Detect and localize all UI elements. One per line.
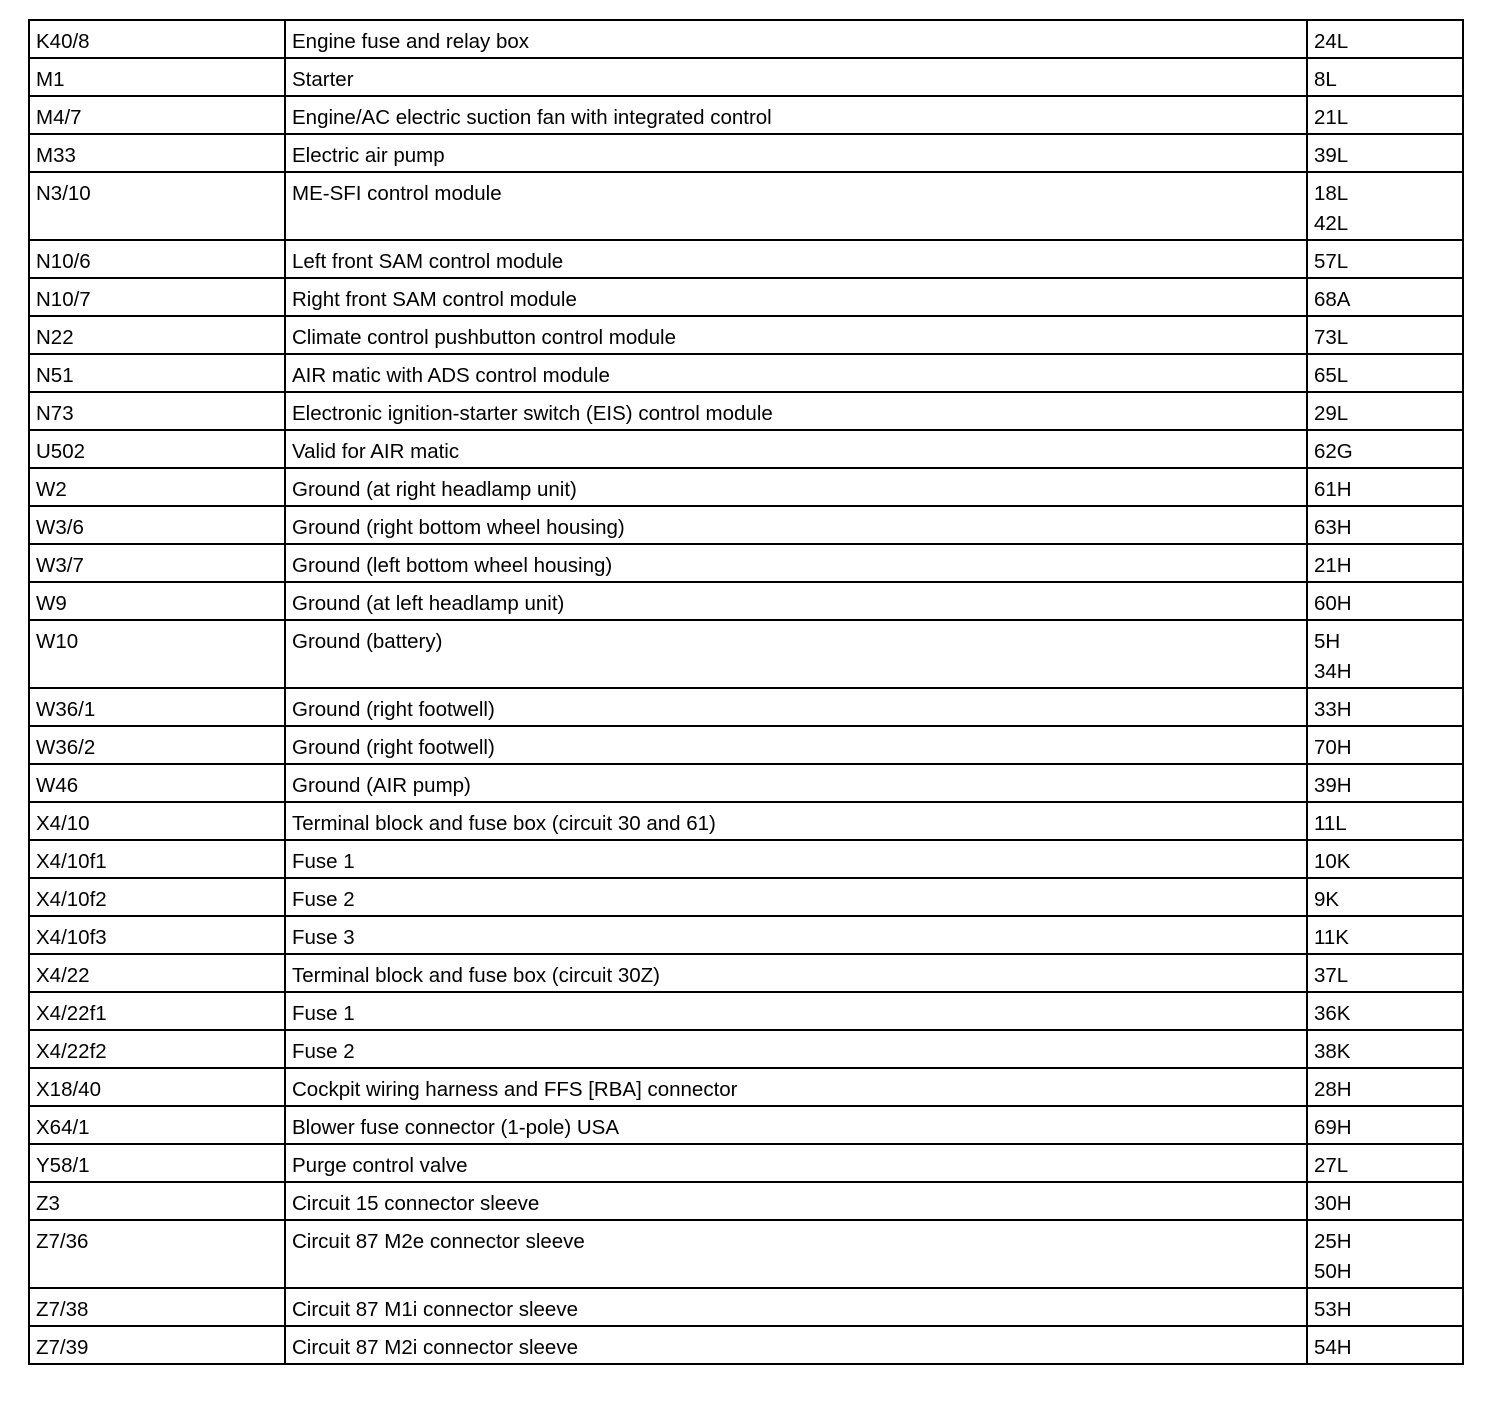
component-location xyxy=(1307,316,1463,354)
table-body xyxy=(29,20,1463,1364)
component-location xyxy=(1307,430,1463,468)
component-location xyxy=(1307,1326,1463,1364)
component-location xyxy=(1307,1288,1463,1326)
grid-location: 34H xyxy=(1314,660,1352,683)
component-location xyxy=(1307,688,1463,726)
component-code: N3/10 xyxy=(29,172,285,240)
component-description: Valid for AIR matic xyxy=(285,430,1307,468)
grid-location: 21L xyxy=(1314,106,1349,129)
component-code: Z7/36 xyxy=(29,1220,285,1288)
grid-location: 57L xyxy=(1314,250,1349,273)
grid-location: 8L xyxy=(1314,68,1337,91)
component-description: Engine/AC electric suction fan with integrated control xyxy=(285,96,1307,134)
grid-location: 33H xyxy=(1314,698,1352,721)
component-code: W36/1 xyxy=(29,688,285,726)
component-code: X4/22f1 xyxy=(29,992,285,1030)
grid-location: 63H xyxy=(1314,516,1352,539)
component-location xyxy=(1307,58,1463,96)
component-code: W36/2 xyxy=(29,726,285,764)
table-row xyxy=(29,726,1463,764)
grid-location: 69H xyxy=(1314,1116,1352,1139)
table-row xyxy=(29,1326,1463,1364)
grid-location: 27L xyxy=(1314,1154,1349,1177)
component-code: N73 xyxy=(29,392,285,430)
component-location xyxy=(1307,468,1463,506)
grid-location: 65L xyxy=(1314,364,1349,387)
component-code: W3/7 xyxy=(29,544,285,582)
component-location xyxy=(1307,764,1463,802)
component-code: W9 xyxy=(29,582,285,620)
component-location xyxy=(1307,1144,1463,1182)
table-row xyxy=(29,878,1463,916)
table-row xyxy=(29,506,1463,544)
component-code: K40/8 xyxy=(29,20,285,58)
table-row xyxy=(29,620,1463,688)
grid-location: 24L xyxy=(1314,30,1349,53)
grid-location: 60H xyxy=(1314,592,1352,615)
table-row xyxy=(29,392,1463,430)
table-row xyxy=(29,278,1463,316)
table-row xyxy=(29,354,1463,392)
table-row xyxy=(29,688,1463,726)
component-code: N10/6 xyxy=(29,240,285,278)
component-description: Starter xyxy=(285,58,1307,96)
component-code: M4/7 xyxy=(29,96,285,134)
component-description: Ground (AIR pump) xyxy=(285,764,1307,802)
component-code: X4/10f1 xyxy=(29,840,285,878)
table-row xyxy=(29,1182,1463,1220)
component-description: ME-SFI control module xyxy=(285,172,1307,240)
component-description: Fuse 3 xyxy=(285,916,1307,954)
component-location-table xyxy=(28,19,1464,1365)
grid-location: 10K xyxy=(1314,850,1351,873)
component-description: Ground (right footwell) xyxy=(285,726,1307,764)
component-description: Fuse 1 xyxy=(285,992,1307,1030)
component-description: Fuse 2 xyxy=(285,1030,1307,1068)
grid-location: 25H xyxy=(1314,1230,1352,1253)
grid-location: 73L xyxy=(1314,326,1349,349)
component-description: Terminal block and fuse box (circuit 30Z) xyxy=(285,954,1307,992)
grid-location: 18L xyxy=(1314,182,1349,205)
component-description: Fuse 2 xyxy=(285,878,1307,916)
component-location xyxy=(1307,992,1463,1030)
grid-location: 29L xyxy=(1314,402,1349,425)
component-location xyxy=(1307,1106,1463,1144)
table-row xyxy=(29,1068,1463,1106)
component-location xyxy=(1307,582,1463,620)
table-row xyxy=(29,840,1463,878)
component-description: AIR matic with ADS control module xyxy=(285,354,1307,392)
component-description: Ground (at left headlamp unit) xyxy=(285,582,1307,620)
component-description: Blower fuse connector (1-pole) USA xyxy=(285,1106,1307,1144)
component-description: Climate control pushbutton control module xyxy=(285,316,1307,354)
component-description: Electric air pump xyxy=(285,134,1307,172)
component-location xyxy=(1307,240,1463,278)
grid-location: 38K xyxy=(1314,1040,1351,1063)
component-description: Terminal block and fuse box (circuit 30 and 61) xyxy=(285,802,1307,840)
component-location xyxy=(1307,916,1463,954)
component-location xyxy=(1307,840,1463,878)
component-location xyxy=(1307,506,1463,544)
table-row xyxy=(29,1288,1463,1326)
component-description: Ground (at right headlamp unit) xyxy=(285,468,1307,506)
component-description: Circuit 87 M1i connector sleeve xyxy=(285,1288,1307,1326)
component-code: U502 xyxy=(29,430,285,468)
component-code: W10 xyxy=(29,620,285,688)
grid-location: 11K xyxy=(1314,926,1349,949)
component-location xyxy=(1307,1068,1463,1106)
grid-location: 11L xyxy=(1314,812,1347,835)
component-code: Z3 xyxy=(29,1182,285,1220)
grid-location: 37L xyxy=(1314,964,1349,987)
grid-location: 39L xyxy=(1314,144,1349,167)
component-code: W46 xyxy=(29,764,285,802)
grid-location: 9K xyxy=(1314,888,1340,911)
component-location xyxy=(1307,278,1463,316)
component-location xyxy=(1307,620,1463,688)
table-row xyxy=(29,240,1463,278)
table-row xyxy=(29,916,1463,954)
grid-location: 42L xyxy=(1314,212,1349,235)
table-row xyxy=(29,316,1463,354)
table-row xyxy=(29,544,1463,582)
component-code: M1 xyxy=(29,58,285,96)
component-location xyxy=(1307,392,1463,430)
component-description: Ground (right bottom wheel housing) xyxy=(285,506,1307,544)
grid-location: 36K xyxy=(1314,1002,1351,1025)
grid-location: 50H xyxy=(1314,1260,1352,1283)
component-code: X18/40 xyxy=(29,1068,285,1106)
grid-location: 62G xyxy=(1314,440,1353,463)
component-description: Electronic ignition-starter switch (EIS) control module xyxy=(285,392,1307,430)
component-description: Circuit 87 M2i connector sleeve xyxy=(285,1326,1307,1364)
grid-location: 30H xyxy=(1314,1192,1352,1215)
component-code: W3/6 xyxy=(29,506,285,544)
component-code: N22 xyxy=(29,316,285,354)
table-row xyxy=(29,172,1463,240)
component-code: N51 xyxy=(29,354,285,392)
table-row xyxy=(29,802,1463,840)
component-code: M33 xyxy=(29,134,285,172)
component-code: X4/22f2 xyxy=(29,1030,285,1068)
component-code: X4/10f2 xyxy=(29,878,285,916)
component-location xyxy=(1307,1182,1463,1220)
component-description: Ground (right footwell) xyxy=(285,688,1307,726)
component-location xyxy=(1307,726,1463,764)
component-description: Circuit 15 connector sleeve xyxy=(285,1182,1307,1220)
component-location xyxy=(1307,134,1463,172)
table-row xyxy=(29,992,1463,1030)
table-row xyxy=(29,58,1463,96)
table-row xyxy=(29,582,1463,620)
component-location xyxy=(1307,954,1463,992)
component-description: Purge control valve xyxy=(285,1144,1307,1182)
component-description: Right front SAM control module xyxy=(285,278,1307,316)
table-row xyxy=(29,1144,1463,1182)
component-description: Ground (left bottom wheel housing) xyxy=(285,544,1307,582)
grid-location: 5H xyxy=(1314,630,1341,653)
component-location xyxy=(1307,20,1463,58)
component-code: X64/1 xyxy=(29,1106,285,1144)
component-code: W2 xyxy=(29,468,285,506)
component-code: Z7/39 xyxy=(29,1326,285,1364)
table-row xyxy=(29,430,1463,468)
grid-location: 21H xyxy=(1314,554,1352,577)
component-description: Engine fuse and relay box xyxy=(285,20,1307,58)
grid-location: 28H xyxy=(1314,1078,1352,1101)
component-description: Fuse 1 xyxy=(285,840,1307,878)
component-location xyxy=(1307,878,1463,916)
component-location xyxy=(1307,1220,1463,1288)
grid-location: 54H xyxy=(1314,1336,1352,1359)
grid-location: 53H xyxy=(1314,1298,1352,1321)
component-code: X4/10f3 xyxy=(29,916,285,954)
component-description: Ground (battery) xyxy=(285,620,1307,688)
component-location xyxy=(1307,544,1463,582)
component-code: Z7/38 xyxy=(29,1288,285,1326)
component-code: X4/10 xyxy=(29,802,285,840)
table-row xyxy=(29,954,1463,992)
grid-location: 61H xyxy=(1314,478,1352,501)
table-row xyxy=(29,1106,1463,1144)
component-code: N10/7 xyxy=(29,278,285,316)
table-row xyxy=(29,764,1463,802)
component-location xyxy=(1307,354,1463,392)
table-row xyxy=(29,20,1463,58)
grid-location: 39H xyxy=(1314,774,1352,797)
component-description: Circuit 87 M2e connector sleeve xyxy=(285,1220,1307,1288)
table-row xyxy=(29,1220,1463,1288)
table-row xyxy=(29,468,1463,506)
component-code: Y58/1 xyxy=(29,1144,285,1182)
component-location xyxy=(1307,802,1463,840)
component-location xyxy=(1307,172,1463,240)
grid-location: 70H xyxy=(1314,736,1352,759)
component-location xyxy=(1307,1030,1463,1068)
table-row xyxy=(29,1030,1463,1068)
component-code: X4/22 xyxy=(29,954,285,992)
component-location xyxy=(1307,96,1463,134)
component-description: Left front SAM control module xyxy=(285,240,1307,278)
table-row xyxy=(29,134,1463,172)
component-description: Cockpit wiring harness and FFS [RBA] connector xyxy=(285,1068,1307,1106)
table-row xyxy=(29,96,1463,134)
grid-location: 68A xyxy=(1314,288,1351,311)
